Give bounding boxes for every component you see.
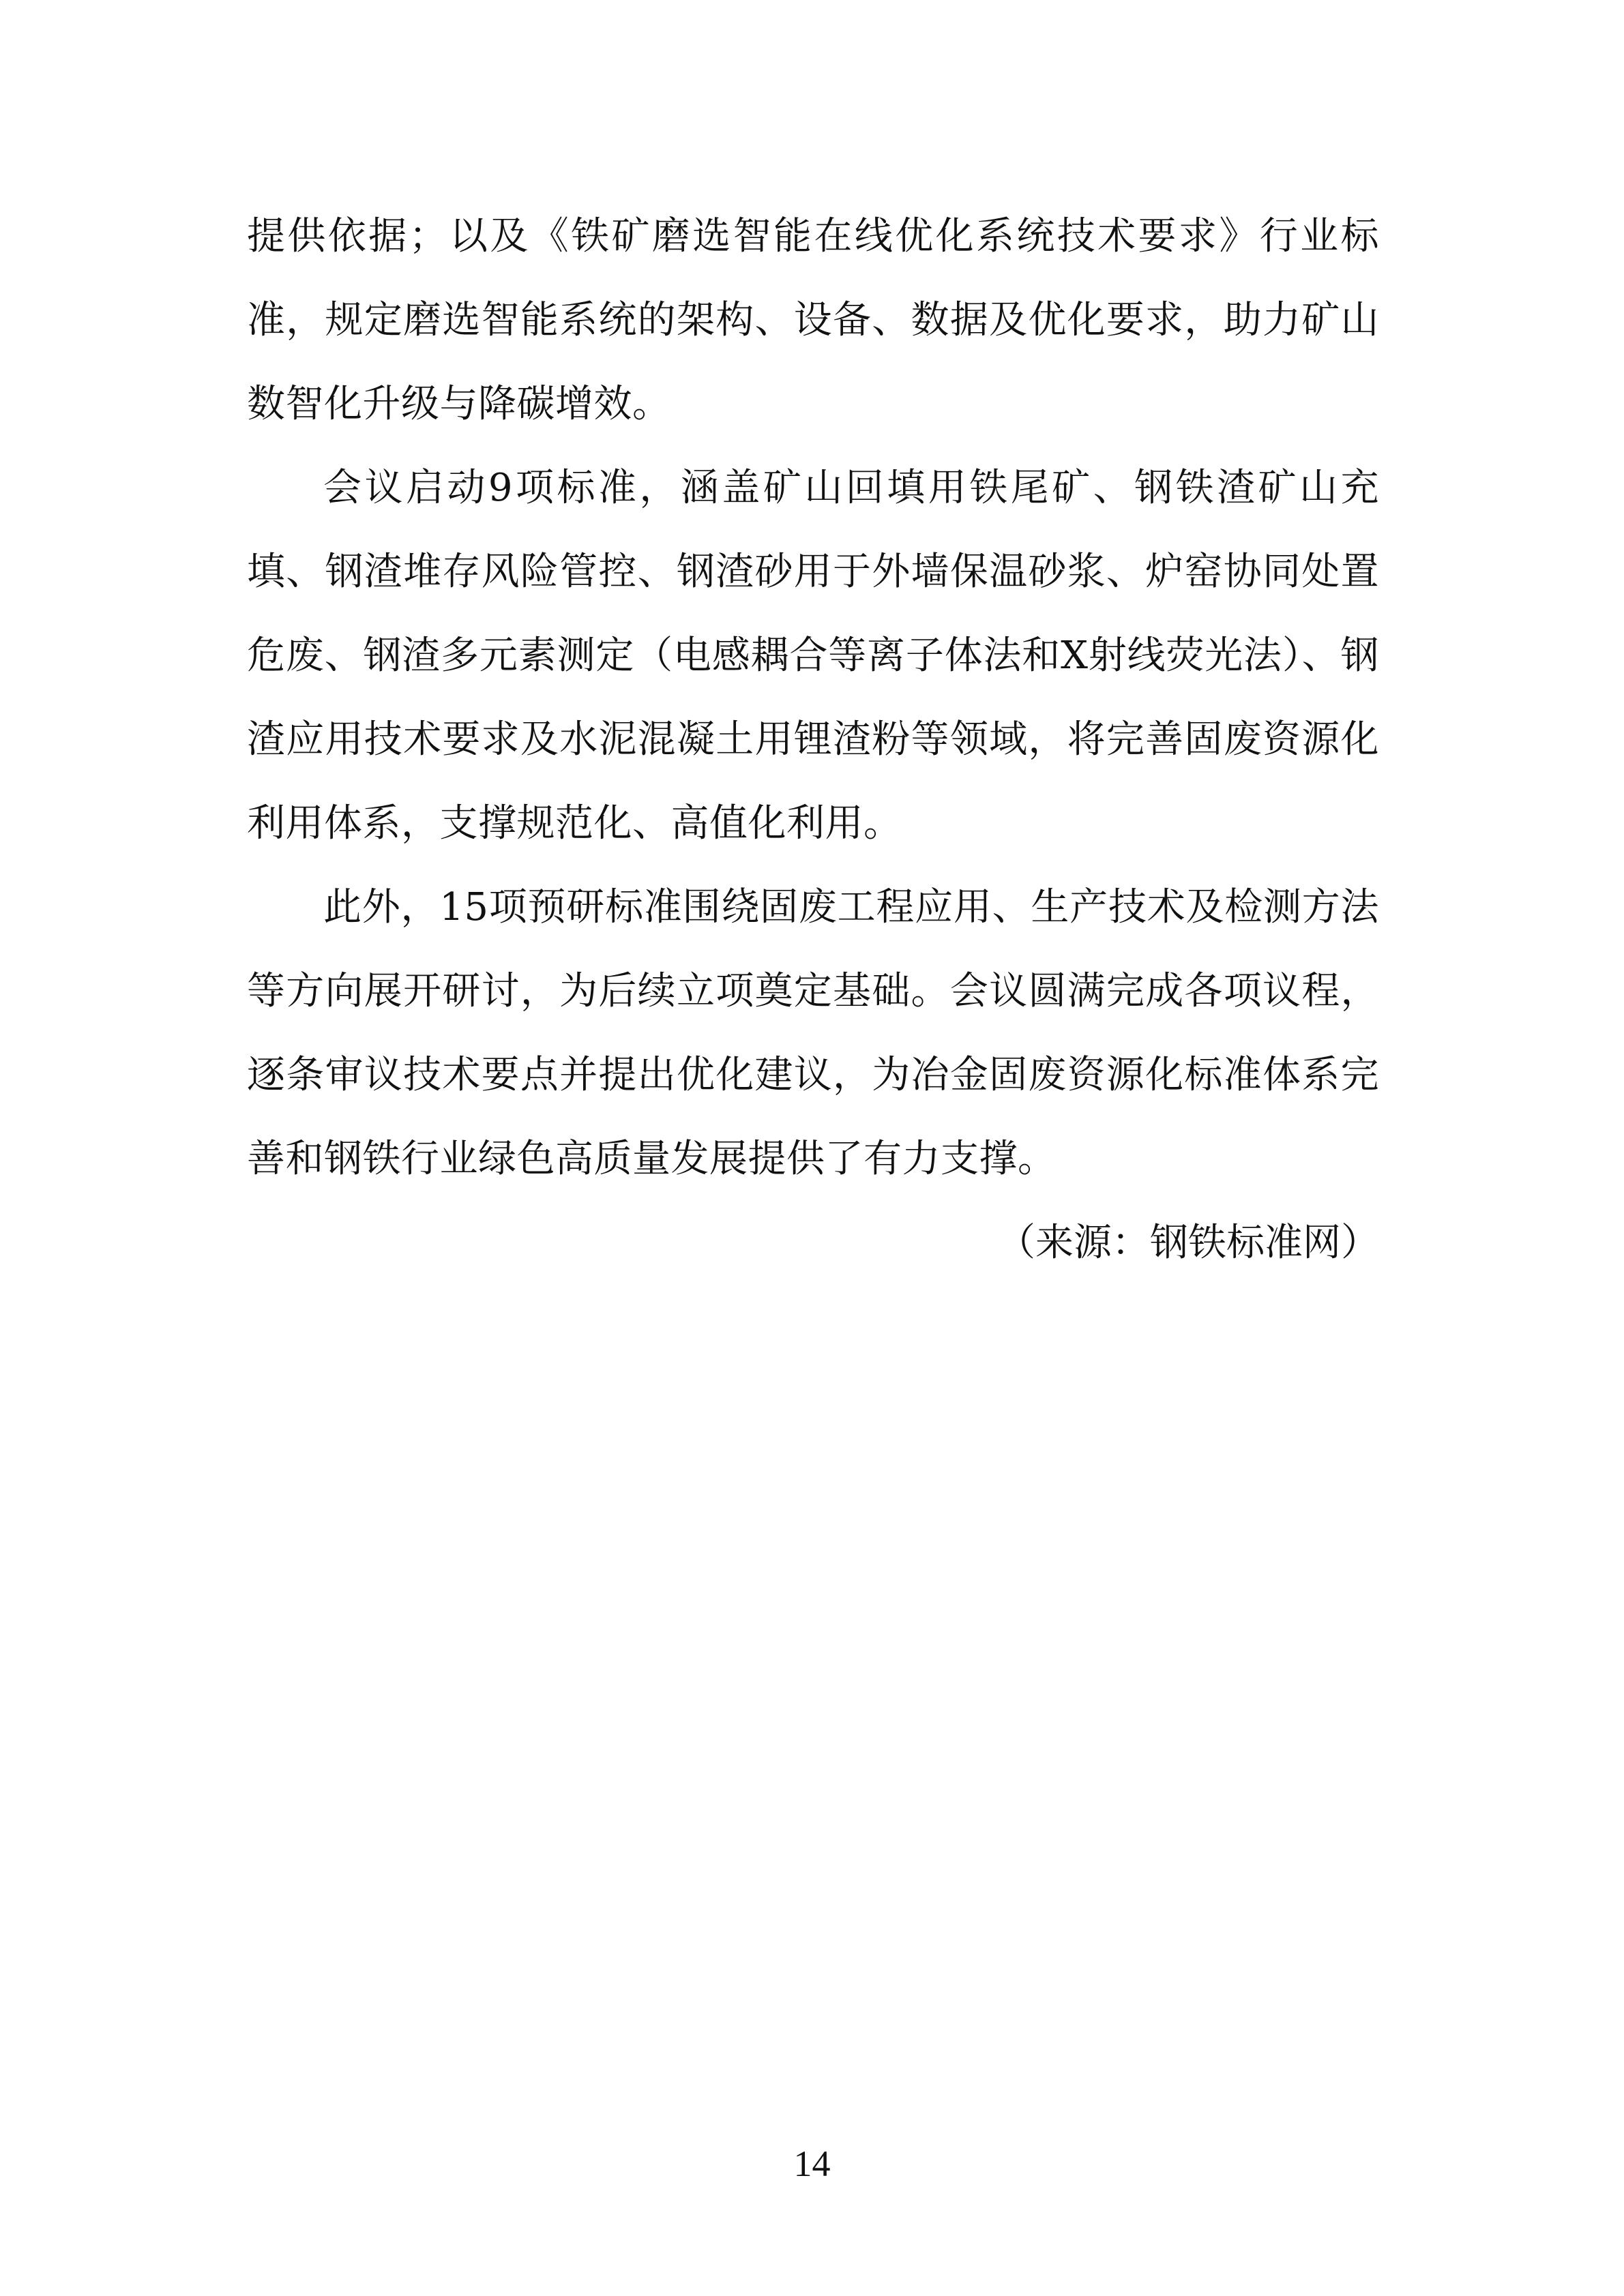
page-number: 14 bbox=[793, 2143, 831, 2184]
paragraph-pre-research: 此外，15项预研标准围绕固废工程应用、生产技术及检测方法等方向展开研讨，为后续立项奠定基础。会议圆满完成各项议程，逐条审议技术要点并提出优化建议，为冶金固废资源化标准体系完善和钢铁行业绿色高质量发展提供了有力支撑。 bbox=[247, 885, 1379, 1181]
article-body bbox=[247, 194, 1379, 1285]
paragraph-continued: 提供依据；以及《铁矿磨选智能在线优化系统技术要求》行业标准，规定磨选智能系统的架构、设备、数据及优化要求，助力矿山数智化升级与降碳增效。 bbox=[247, 214, 1379, 426]
paragraph-standards-launched: 会议启动9项标准，涵盖矿山回填用铁尾矿、钢铁渣矿山充填、钢渣堆存风险管控、钢渣砂用于外墙保温砂浆、炉窑协同处置危废、钢渣多元素测定（电感耦合等离子体法和X射线荧光法）、钢渣应用技术要求及水泥混凝土用锂渣粉等领域，将完善固废资源化利用体系，支撑规范化、高值化利用。 bbox=[247, 466, 1379, 846]
source-attribution: （来源：钢铁标准网） bbox=[997, 1221, 1379, 1265]
